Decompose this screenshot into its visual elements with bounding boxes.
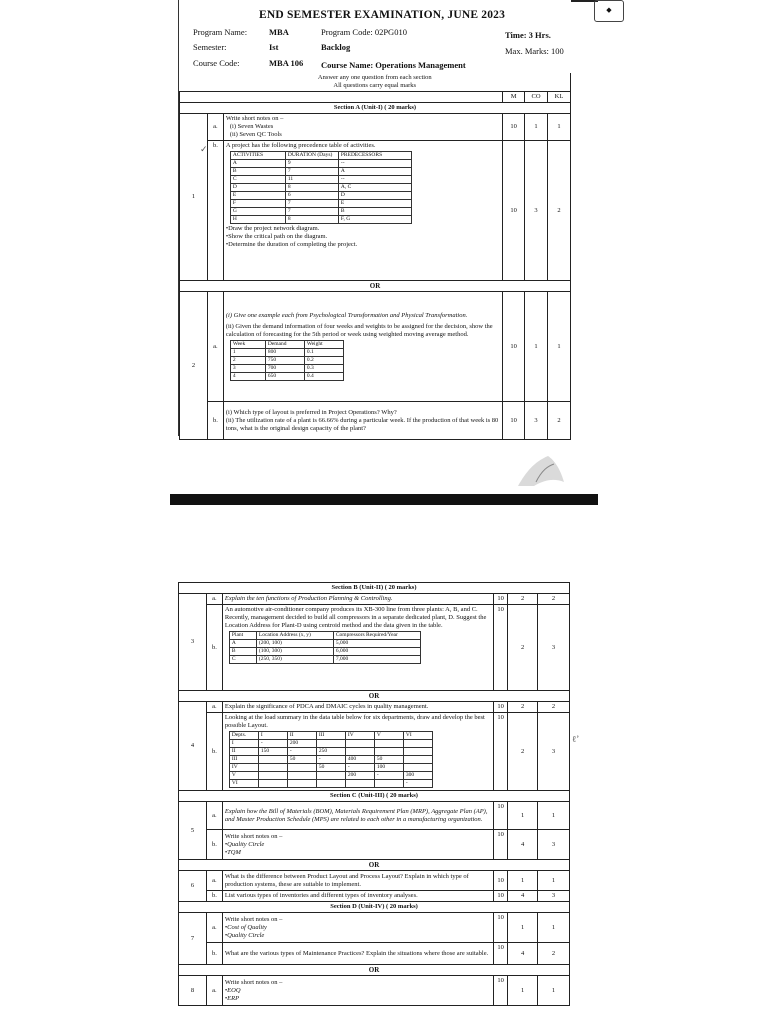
- inner-table-cell: I: [229, 740, 258, 748]
- inner-table-cell: 100: [374, 764, 403, 772]
- question-number: 4: [179, 702, 207, 791]
- inner-table-cell: 6,000: [333, 648, 420, 656]
- q7a-text: Write short notes on –: [224, 915, 283, 923]
- inner-table-cell: VI: [229, 780, 258, 788]
- inner-table-cell: [316, 780, 345, 788]
- question-number: 3: [179, 594, 207, 691]
- inner-table-cell: -: [374, 772, 403, 780]
- marks: 10: [503, 292, 525, 402]
- inner-table-cell: D: [338, 192, 411, 200]
- marks: 10: [494, 594, 508, 605]
- q1b-text: A project has the following precedence table of activities.: [225, 142, 376, 149]
- inner-table-cell: V: [229, 772, 258, 780]
- inner-table-cell: [345, 780, 374, 788]
- part-label: b.: [207, 402, 223, 440]
- col-kl: KL: [548, 92, 571, 103]
- max-marks: Max. Marks: 100: [505, 46, 564, 56]
- inner-table-cell: 1: [230, 348, 265, 356]
- co: 4: [508, 830, 538, 860]
- question-4b-row: [179, 713, 570, 791]
- instruction-1: Answer any one question from each section: [317, 74, 432, 81]
- inner-table-cell: H: [230, 216, 285, 224]
- q5b-bullet-2: • TQM: [225, 849, 491, 857]
- question-3a-row: [179, 594, 570, 605]
- inner-table-cell: [316, 740, 345, 748]
- question-6b-row: [179, 891, 570, 902]
- inner-table-cell: G: [230, 208, 285, 216]
- question-text: [223, 292, 502, 402]
- q7a-bullet-1: • Cost of Quality: [225, 924, 491, 932]
- q7a-bullet-2: • Quality Circle: [225, 932, 491, 940]
- backlog: Backlog: [321, 42, 351, 52]
- section-c-title: Section C (Unit-III) ( 20 marks): [179, 791, 570, 802]
- inner-table-header-cell: Compressors Required/Year: [333, 632, 420, 640]
- inner-table-header-cell: Weight: [304, 340, 343, 348]
- inner-table-header-cell: Demand: [265, 340, 304, 348]
- program-code: Program Code: 02PG010: [321, 27, 407, 37]
- kl: 3: [538, 891, 570, 902]
- co: 1: [508, 871, 538, 891]
- part-label: a.: [206, 594, 222, 605]
- inner-table-cell: 5,000: [333, 640, 420, 648]
- marks: 10: [503, 402, 525, 440]
- inner-table-row: [229, 780, 432, 788]
- kl: 3: [538, 605, 570, 691]
- inner-table-row: [230, 364, 343, 372]
- kl: 2: [538, 702, 570, 713]
- inner-table-cell: 7: [285, 168, 338, 176]
- inner-table-cell: 250: [316, 748, 345, 756]
- program-name-label: Program Name:: [193, 27, 248, 37]
- inner-table-cell: 0.3: [304, 364, 343, 372]
- question-text: Explain the ten functions of Production Planning & Controlling.: [222, 594, 493, 605]
- inner-table-cell: -: [316, 756, 345, 764]
- q1a-text: Write short notes on –: [225, 115, 284, 122]
- co: 3: [525, 141, 548, 281]
- inner-table-cell: 300: [403, 772, 432, 780]
- kl: 1: [538, 871, 570, 891]
- inner-table-row: [229, 772, 432, 780]
- inner-table-cell: F, G: [338, 216, 411, 224]
- question-text: What is the difference between Product Layout and Process Layout? Explain in which type of production systems, these are suitable to implement.: [222, 871, 493, 891]
- section-b-d-table: [178, 582, 570, 1006]
- inner-table-cell: III: [229, 756, 258, 764]
- co: 3: [525, 402, 548, 440]
- inner-table-cell: A, C: [338, 184, 411, 192]
- inner-table-row: [230, 160, 411, 168]
- inner-table-cell: B: [229, 648, 256, 656]
- q2b-item-i: (i) Which type of layout is preferred in Project Operations? Why?: [225, 408, 397, 416]
- q5b-text: Write short notes on –: [224, 832, 283, 840]
- question-5b-row: [179, 830, 570, 860]
- part-label: a.: [206, 802, 222, 830]
- inner-table-cell: [316, 772, 345, 780]
- question-text: List various types of inventories and different types of inventory analyses.: [222, 891, 493, 902]
- inner-table-row: [230, 348, 343, 356]
- load-summary-table: [229, 731, 433, 788]
- inner-table-cell: 50: [287, 756, 316, 764]
- part-label: a.: [206, 702, 222, 713]
- inner-table-header: [229, 632, 420, 640]
- inner-table-header-cell: I: [258, 732, 287, 740]
- inner-table-row: [230, 200, 411, 208]
- inner-table-header-cell: ACTIVITIES: [230, 152, 285, 160]
- inner-table-cell: 7,000: [333, 656, 420, 664]
- course-code-label: Course Code:: [193, 58, 240, 68]
- exam-page-2: [178, 582, 570, 1024]
- inner-table-cell: 2: [230, 356, 265, 364]
- university-logo: ◆: [594, 0, 624, 22]
- question-2b-row: [180, 402, 571, 440]
- inner-table-cell: [374, 748, 403, 756]
- co: 1: [525, 292, 548, 402]
- inner-table-cell: 0.1: [304, 348, 343, 356]
- section-b-title: Section B (Unit-II) ( 20 marks): [179, 583, 570, 594]
- question-text: [223, 402, 502, 440]
- question-3b-row: [179, 605, 570, 691]
- inner-table-cell: [403, 748, 432, 756]
- marks: 10: [494, 976, 508, 1006]
- question-text: Explain the significance of PDCA and DMAIC cycles in quality management.: [222, 702, 493, 713]
- inner-table-cell: -: [258, 740, 287, 748]
- inner-table-row: [229, 656, 420, 664]
- marks: 10: [494, 702, 508, 713]
- co: 4: [508, 943, 538, 965]
- inner-table-row: [230, 208, 411, 216]
- inner-table-cell: A: [229, 640, 256, 648]
- inner-table-cell: [403, 764, 432, 772]
- inner-table-cell: [258, 756, 287, 764]
- inner-table-header-cell: IV: [345, 732, 374, 740]
- inner-table-cell: [403, 740, 432, 748]
- kl: 2: [538, 943, 570, 965]
- course-code: MBA 106: [269, 58, 304, 68]
- inner-table-cell: E: [230, 192, 285, 200]
- inner-table-cell: -: [287, 748, 316, 756]
- inner-table-cell: 150: [258, 748, 287, 756]
- inner-table-cell: 0.2: [304, 356, 343, 364]
- inner-table-row: [229, 648, 420, 656]
- inner-table-cell: 8: [285, 216, 338, 224]
- inner-table-cell: II: [229, 748, 258, 756]
- inner-table-cell: A: [338, 168, 411, 176]
- part-label: b.: [206, 713, 222, 791]
- inner-table-row: [229, 740, 432, 748]
- inner-table-header-cell: DURATION (Days): [285, 152, 338, 160]
- inner-table-cell: 750: [265, 356, 304, 364]
- marks: 10: [494, 802, 508, 830]
- inner-table-row: [229, 756, 432, 764]
- co: 2: [508, 605, 538, 691]
- kl: 1: [538, 976, 570, 1006]
- question-7b-row: [179, 943, 570, 965]
- co: 1: [508, 802, 538, 830]
- inner-table-cell: C: [230, 176, 285, 184]
- q8a-bullet-1: • EOQ: [225, 987, 491, 995]
- inner-table-cell: 8: [285, 184, 338, 192]
- question-text: [222, 605, 493, 691]
- kl: 1: [538, 802, 570, 830]
- inner-table-header-cell: III: [316, 732, 345, 740]
- kl: 1: [548, 292, 571, 402]
- kl: 3: [538, 830, 570, 860]
- inner-table-cell: 3: [230, 364, 265, 372]
- kl: 1: [538, 913, 570, 943]
- inner-table-header: [229, 732, 432, 740]
- handwritten-mark: ✓: [200, 144, 208, 154]
- q2a-item-ii: (ii) Given the demand information of four weeks and weights to be assigned for the decision, show the calculation of forecasting for the 5th period or week using weighted moving average method.: [225, 322, 493, 338]
- question-text: [222, 976, 493, 1006]
- inner-table-header: [230, 340, 343, 348]
- inner-table-cell: B: [338, 208, 411, 216]
- inner-table-cell: [345, 740, 374, 748]
- inner-table-cell: IV: [229, 764, 258, 772]
- inner-table-header-cell: VI: [403, 732, 432, 740]
- q1b-bullet-1: • Draw the project network diagram.: [226, 225, 500, 233]
- marks: 10: [494, 871, 508, 891]
- marks: 10: [494, 943, 508, 965]
- inner-table-cell: A: [230, 160, 285, 168]
- marks: 10: [494, 830, 508, 860]
- co: 2: [508, 713, 538, 791]
- inner-table-row: [230, 372, 343, 380]
- kl: 3: [538, 713, 570, 791]
- q8a-bullet-2: • ERP: [225, 995, 491, 1003]
- or-divider: OR: [179, 691, 570, 702]
- inner-table-cell: 6: [285, 192, 338, 200]
- part-label: a.: [207, 114, 223, 141]
- program-name: MBA: [269, 27, 289, 37]
- kl: 2: [548, 402, 571, 440]
- question-text: [222, 713, 493, 791]
- question-text: What are the various types of Maintenance Practices? Explain the situations where those are suitable.: [222, 943, 493, 965]
- inner-table-cell: [258, 764, 287, 772]
- q1b-bullet-3: • Determine the duration of completing the project.: [226, 241, 500, 249]
- inner-table-cell: [258, 772, 287, 780]
- inner-table-cell: 7: [285, 200, 338, 208]
- semester-label: Semester:: [193, 42, 227, 52]
- question-number: 8: [179, 976, 207, 1006]
- course-name: Course Name: Operations Management: [321, 60, 466, 70]
- inner-table-row: [230, 168, 411, 176]
- inner-table-cell: [345, 748, 374, 756]
- inner-table-cell: 7: [285, 208, 338, 216]
- question-number: 6: [179, 871, 207, 902]
- inner-table-cell: C: [229, 656, 256, 664]
- column-header-row: [180, 92, 571, 103]
- marks: 10: [503, 114, 525, 141]
- co: 2: [508, 594, 538, 605]
- inner-table-row: [229, 764, 432, 772]
- inner-table-cell: 0.4: [304, 372, 343, 380]
- question-8a-row: [179, 976, 570, 1006]
- inner-table-cell: D: [230, 184, 285, 192]
- q1a-item-ii: (ii) Seven QC Tools: [229, 131, 282, 138]
- q2b-item-ii: (ii) The utilization rate of a plant is 66.66% during a particular week. If the production of that week is 80 tons, what is the original design capacity of the plant?: [225, 416, 499, 432]
- inner-table-cell: [258, 780, 287, 788]
- question-text: [223, 141, 502, 281]
- inner-table-header: [230, 152, 411, 160]
- co: 1: [508, 913, 538, 943]
- marks: 10: [494, 713, 508, 791]
- inner-table-cell: 200: [287, 740, 316, 748]
- inner-table-cell: 800: [265, 348, 304, 356]
- inner-table-row: [230, 356, 343, 364]
- precedence-table: [230, 151, 412, 224]
- or-divider: OR: [180, 281, 571, 292]
- kl: 2: [548, 141, 571, 281]
- co: 1: [508, 976, 538, 1006]
- instruction-row: [180, 73, 571, 92]
- or-divider: OR: [179, 860, 570, 871]
- part-label: b.: [206, 891, 222, 902]
- part-label: b.: [206, 605, 222, 691]
- inner-table-cell: --: [338, 176, 411, 184]
- co: 2: [508, 702, 538, 713]
- question-number: 5: [179, 802, 207, 860]
- demand-table: [230, 340, 344, 381]
- inner-table-row: [230, 192, 411, 200]
- part-label: a.: [206, 871, 222, 891]
- inner-table-cell: (100, 300): [256, 648, 333, 656]
- inner-table-row: [229, 748, 432, 756]
- or-divider: OR: [179, 965, 570, 976]
- col-co: CO: [525, 92, 548, 103]
- col-m: M: [503, 92, 525, 103]
- inner-table-cell: -: [345, 764, 374, 772]
- part-label: a.: [207, 292, 223, 402]
- scan-smudge: [514, 452, 568, 490]
- co: 4: [508, 891, 538, 902]
- question-number: 7: [179, 913, 207, 965]
- inner-table-cell: 650: [265, 372, 304, 380]
- part-label: b.: [206, 943, 222, 965]
- inner-table-header-cell: PREDECESSORS: [338, 152, 411, 160]
- section-d-title: Section D (Unit-IV) ( 20 marks): [179, 902, 570, 913]
- inner-table-cell: 700: [265, 364, 304, 372]
- handwritten-mark: ℓ’: [572, 734, 580, 744]
- marks: 10: [494, 913, 508, 943]
- inner-table-header-cell: V: [374, 732, 403, 740]
- inner-table-cell: 4: [230, 372, 265, 380]
- inner-table-cell: 200: [345, 772, 374, 780]
- question-2a-row: [180, 292, 571, 402]
- question-4a-row: [179, 702, 570, 713]
- inner-table-cell: --: [338, 160, 411, 168]
- q1a-item-i: (i) Seven Wastes: [229, 123, 274, 130]
- q2a-item-i: (i) Give one example each from Psychological Transformation and Physical Transformation.: [225, 311, 468, 319]
- inner-table-cell: [403, 756, 432, 764]
- inner-table-header-cell: Plant: [229, 632, 256, 640]
- inner-table-header-cell: Week: [230, 340, 265, 348]
- question-text: [222, 913, 493, 943]
- part-label: a.: [206, 913, 222, 943]
- inner-table-header-cell: Depts.: [229, 732, 258, 740]
- inner-table-header-cell: Location Address (x, y): [256, 632, 333, 640]
- exam-title: END SEMESTER EXAMINATION, JUNE 2023: [259, 9, 506, 21]
- question-text: Explain how the Bill of Materials (BOM), Materials Requirement Plan (MRP), Aggregate Plan (AP), and Master Production Schedule (MPS) are related to each other in a manufacturing organization.: [222, 802, 493, 830]
- part-label: b.: [206, 830, 222, 860]
- q8a-text: Write short notes on –: [224, 978, 283, 986]
- inner-table-cell: (250, 350): [256, 656, 333, 664]
- part-label: a.: [206, 976, 222, 1006]
- inner-table-header-cell: II: [287, 732, 316, 740]
- inner-table-cell: [287, 780, 316, 788]
- question-6a-row: [179, 871, 570, 891]
- inner-table-cell: 11: [285, 176, 338, 184]
- marks: 10: [494, 891, 508, 902]
- question-1a-row: [180, 114, 571, 141]
- q4b-text: Looking at the load summary in the data table below for six departments, draw and develop the best possible Layout.: [224, 714, 485, 729]
- inner-table-row: [230, 176, 411, 184]
- kl: 1: [548, 114, 571, 141]
- inner-table-row: [230, 184, 411, 192]
- inner-table-cell: 50: [374, 756, 403, 764]
- co: 1: [525, 114, 548, 141]
- marks: 10: [494, 605, 508, 691]
- inner-table-cell: 400: [345, 756, 374, 764]
- q1b-bullet-2: • Show the critical path on the diagram.: [226, 233, 500, 241]
- part-label: b.: [207, 141, 223, 281]
- question-number: 2: [180, 292, 208, 440]
- instruction-2: All questions carry equal marks: [333, 82, 417, 89]
- question-text: [223, 114, 502, 141]
- question-5a-row: [179, 802, 570, 830]
- page-separator-bar: [170, 494, 598, 505]
- kl: 2: [538, 594, 570, 605]
- inner-table-cell: F: [230, 200, 285, 208]
- inner-table-cell: 9: [285, 160, 338, 168]
- inner-table-row: [229, 640, 420, 648]
- inner-table-cell: -: [403, 780, 432, 788]
- q5b-bullet-1: • Quality Circle: [225, 841, 491, 849]
- inner-table-cell: (200, 100): [256, 640, 333, 648]
- inner-table-cell: E: [338, 200, 411, 208]
- question-7a-row: [179, 913, 570, 943]
- inner-table-cell: 50: [316, 764, 345, 772]
- inner-table-cell: [374, 780, 403, 788]
- question-1b-row: [180, 141, 571, 281]
- section-a-table: [179, 73, 571, 440]
- inner-table-cell: [287, 764, 316, 772]
- inner-table-cell: [374, 740, 403, 748]
- question-text: [222, 830, 493, 860]
- semester: Ist: [269, 42, 279, 52]
- exam-page-1: [178, 0, 571, 436]
- q3b-text: An automotive air-conditioner company produces its XB-300 line from three plants: A, B, and C. Recently, management decided to build all compressors in a separate dedicated plant, D. Suggest the Location Address for Plant-D using centroid method and the data given in the table.: [224, 606, 487, 629]
- question-number: 1: [180, 114, 208, 281]
- inner-table-row: [230, 216, 411, 224]
- inner-table-cell: [287, 772, 316, 780]
- location-table: [229, 631, 421, 664]
- section-a-title: Section A (Unit-I) ( 20 marks): [180, 103, 571, 114]
- inner-table-cell: B: [230, 168, 285, 176]
- marks: 10: [503, 141, 525, 281]
- exam-time: Time: 3 Hrs.: [505, 30, 551, 40]
